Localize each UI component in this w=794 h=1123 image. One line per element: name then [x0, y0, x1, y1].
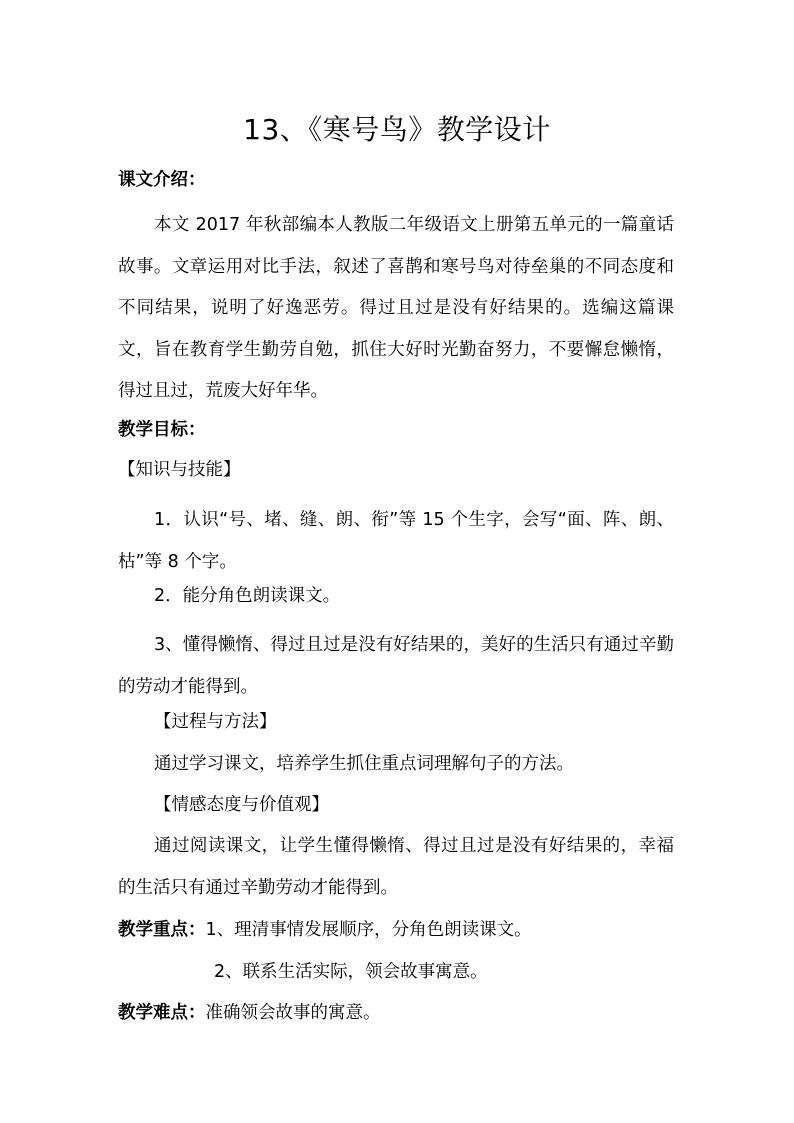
goal-item-3: 3、懂得懒惰、得过且过是没有好结果的，美好的生活只有通过辛勤的劳动才能得到。 [118, 635, 674, 697]
key-points-line-1 [118, 918, 532, 942]
difficulty-text: 准确领会故事的寓意。 [205, 1003, 381, 1023]
subheading-emotion-values: 【情感态度与价值观】 [154, 795, 329, 815]
goal-item-2: 2．能分角色朗读课文。 [154, 586, 341, 606]
key-points-item-1: 1、理清事情发展顺序，分角色朗读课文。 [205, 920, 532, 940]
subheading-process-method: 【过程与方法】 [154, 712, 277, 732]
key-points-item-2: 2、联系生活实际，领会故事寓意。 [214, 962, 488, 982]
key-points-label: 教学重点： [118, 920, 206, 940]
intro-paragraph: 本文 2017 年秋部编本人教版二年级语文上册第五单元的一篇童话故事。文章运用对比手法，叙述了喜鹊和寒号鸟对待垒巢的不同态度和不同结果，说明了好逸恶劳。得过且过是没有好结果的。选编这篇课文，旨在教育学生勤劳自勉，抓住大好时光勤奋努力，不要懈怠懒惰，得过且过，荒废大好年华。 [118, 215, 674, 402]
section-heading-intro: 课文介绍： [118, 170, 206, 190]
goal-item-1: 1．认识“号、堵、缝、朗、衔”等 15 个生字，会写“面、阵、朗、枯”等 8 个字。 [118, 510, 674, 572]
emotion-paragraph: 通过阅读课文，让学生懂得懒惰、得过且过是没有好结果的，幸福的生活只有通过辛勤劳动才能得到。 [118, 836, 674, 898]
subheading-knowledge-skills: 【知识与技能】 [118, 460, 241, 480]
process-paragraph: 通过学习课文，培养学生抓住重点词理解句子的方法。 [154, 754, 574, 774]
difficulty-line [118, 1001, 381, 1025]
difficulty-label: 教学难点： [118, 1003, 206, 1023]
section-heading-goals: 教学目标： [118, 420, 206, 440]
document-title: 13、《寒号鸟》教学设计 [243, 113, 551, 146]
